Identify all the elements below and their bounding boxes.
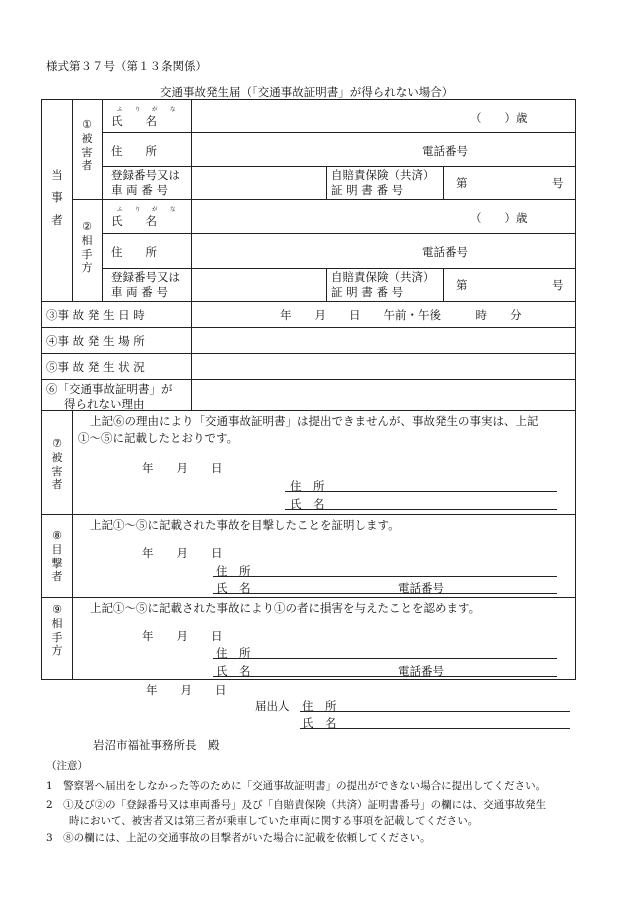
ruby-ri-1: り xyxy=(135,107,141,113)
note-3: 3 ⑧の欄には、上記の交通事故の目撃者がいた場合に記載を依頼してください。 xyxy=(46,832,431,844)
other-decl-name: 氏 名 xyxy=(216,664,251,678)
other-age: （ ）歳 xyxy=(470,211,528,225)
other-name-label: 氏 名 xyxy=(111,214,157,228)
other-decl-date: 年 月 日 xyxy=(142,629,223,643)
victim-ins-label-1: 自賠責保険（共済） xyxy=(331,168,435,182)
victim-label: ① 被 害 者 xyxy=(81,118,93,173)
witness-decl-date: 年 月 日 xyxy=(142,546,223,560)
victim-decl-name: 氏 名 xyxy=(290,497,325,511)
victim-decl-text-1: 上記⑥の理由により「交通事故証明書」は提出できませんが、事故発生の事実は、上記 xyxy=(90,414,539,428)
note-1: 1 警察署へ届出をしなかった等のために「交通事故証明書」の提出ができない場合に提出してください。 xyxy=(46,780,547,792)
other-reg-label-2: 車 両 番 号 xyxy=(111,285,168,299)
victim-decl-address: 住 所 xyxy=(290,479,325,493)
victim-reg-label-2: 車 両 番 号 xyxy=(111,183,168,197)
victim-address-label: 住 所 xyxy=(111,144,157,158)
applicant-name: 氏 名 xyxy=(302,716,337,730)
incident-place-label: ④事 故 発 生 場 所 xyxy=(46,334,145,348)
addressee: 岩沼市福祉事務所長 殿 xyxy=(93,738,220,752)
other-cert-go: 号 xyxy=(552,278,564,292)
victim-name-label: 氏 名 xyxy=(111,114,157,128)
ruby-fu-2: ふ xyxy=(117,207,123,213)
victim-cert-go: 号 xyxy=(552,176,564,190)
other-ins-label-1: 自賠責保険（共済） xyxy=(331,270,435,284)
note-2b: 時において、被害者又は第三者が乗車していた車両に関する事項を記載してください。 xyxy=(69,815,479,827)
incident-status-label: ⑤事 故 発 生 状 況 xyxy=(46,360,145,374)
other-decl-phone: 電話番号 xyxy=(398,664,444,678)
victim-decl-date: 年 月 日 xyxy=(142,461,223,475)
witness-decl-phone: 電話番号 xyxy=(398,581,444,595)
applicant-label: 届出人 xyxy=(255,699,290,713)
victim-ins-label-2: 証 明 書 番 号 xyxy=(331,183,404,197)
witness-decl-address: 住 所 xyxy=(216,564,251,578)
other-phone-label: 電話番号 xyxy=(422,245,468,259)
victim-cert-dai: 第 xyxy=(456,176,468,190)
victim-age: （ ）歳 xyxy=(470,111,528,125)
other-cert-dai: 第 xyxy=(456,278,468,292)
incident-date-label: ③事 故 発 生 日 時 xyxy=(46,308,145,322)
victim-decl-label: ⑦ 被 害 者 xyxy=(51,437,63,492)
ruby-na-2: な xyxy=(170,207,176,213)
witness-decl-text: 上記①～⑤に記載された事故を目撃したことを証明します。 xyxy=(90,518,400,532)
victim-decl-text-2: ①～⑤に記載したとおりです。 xyxy=(78,431,239,445)
applicant-address: 住 所 xyxy=(302,699,337,713)
ruby-fu-1: ふ xyxy=(117,107,123,113)
party-group-label: 当 事 者 xyxy=(51,168,63,227)
other-party-label: ② 相 手 方 xyxy=(81,220,93,275)
other-ins-label-2: 証 明 書 番 号 xyxy=(331,285,404,299)
note-2a: 2 ①及び②の「登録番号又は車両番号」及び「自賠責保険（共済）証明書番号」の欄には、交通事故発生 xyxy=(46,799,547,811)
other-decl-address: 住 所 xyxy=(216,646,251,660)
victim-reg-label-1: 登録番号又は xyxy=(111,168,180,182)
victim-phone-label: 電話番号 xyxy=(422,144,468,158)
witness-decl-name: 氏 名 xyxy=(216,581,251,595)
ruby-ga-1: が xyxy=(152,107,158,113)
reason-label-2: 得られない理由 xyxy=(64,397,145,411)
ruby-ga-2: が xyxy=(152,207,158,213)
ruby-ri-2: り xyxy=(135,207,141,213)
form-number: 様式第３７号（第１３条関係） xyxy=(46,59,207,73)
form-title: 交通事故発生届（「交通事故証明書」が得られない場合） xyxy=(160,85,454,99)
other-reg-label-1: 登録番号又は xyxy=(111,270,180,284)
incident-date-value: 年 月 日 午前・午後 時 分 xyxy=(280,308,522,322)
other-decl-text: 上記①～⑤に記載された事故により①の者に損害を与えたことを認めます。 xyxy=(90,601,481,615)
witness-decl-label: ⑧ 目 撃 者 xyxy=(51,529,63,584)
other-decl-label: ⑨ 相 手 方 xyxy=(51,603,63,658)
other-address-label: 住 所 xyxy=(111,245,157,259)
reason-label-1: ⑥「交通事故証明書」が xyxy=(46,382,173,396)
submission-date: 年 月 日 xyxy=(146,683,227,697)
ruby-na-1: な xyxy=(170,107,176,113)
notes-heading: （注意） xyxy=(46,760,88,772)
